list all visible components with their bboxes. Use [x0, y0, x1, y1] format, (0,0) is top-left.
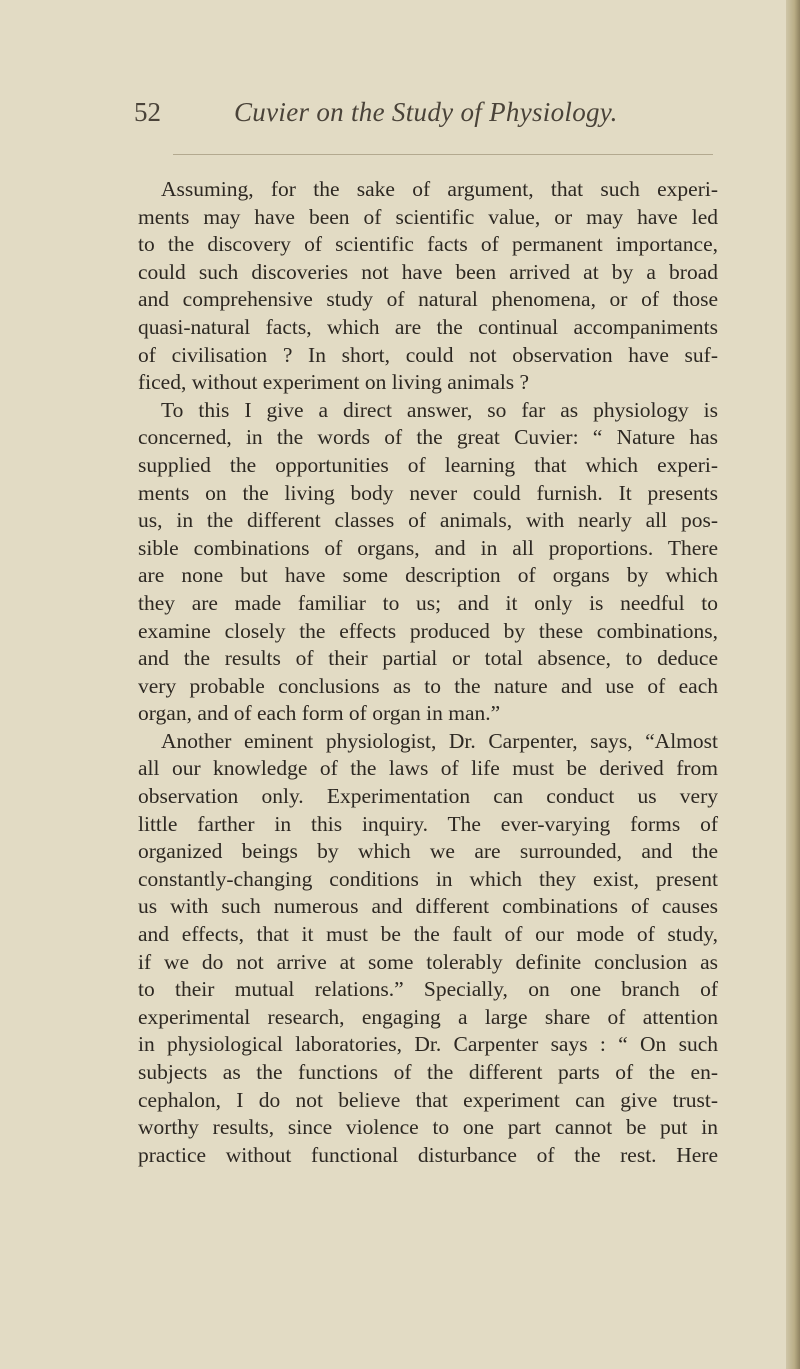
text-line: Another eminent physiologist, Dr. Carpenter, says, “Almost — [161, 728, 718, 753]
text-line: they are made familiar to us; and it only is needful to — [138, 590, 718, 615]
text-line: and the results of their partial or total absence, to deduce — [138, 646, 718, 671]
text-line: ficed, without experiment on living animals ? — [138, 370, 530, 395]
text-line: ments on the living body never could furnish. It presents — [138, 480, 718, 505]
text-line: observation only. Experimentation can conduct us very — [138, 784, 718, 809]
text-line: to their mutual relations.” Specially, on one branch of — [138, 977, 718, 1002]
text-line: and effects, that it must be the fault of our mode of study, — [138, 922, 718, 947]
text-line: of civilisation ? In short, could not observation have suf- — [138, 342, 718, 367]
text-line: quasi-natural facts, which are the continual accompaniments — [138, 314, 718, 339]
text-line: ments may have been of scientific value, or may have led — [138, 204, 718, 229]
text-line: could such discoveries not have been arrived at by a broad — [138, 259, 718, 284]
text-line: are none but have some description of organs by which — [138, 563, 718, 588]
text-line: in physiological laboratories, Dr. Carpenter says : “ On such — [138, 1032, 718, 1057]
text-line: very probable conclusions as to the nature and use of each — [138, 673, 718, 698]
body-text — [138, 176, 718, 1169]
text-line: organ, and of each form of organ in man.” — [138, 701, 501, 726]
text-line: examine closely the effects produced by these combinations, — [138, 618, 718, 643]
page-edge — [786, 0, 800, 1369]
text-line: cephalon, I do not believe that experiment can give trust- — [138, 1087, 718, 1112]
text-line: us, in the different classes of animals, with nearly all pos- — [138, 508, 718, 533]
running-title: Cuvier on the Study of Physiology. — [234, 97, 618, 127]
text-line: experimental research, engaging a large share of attention — [138, 1004, 718, 1029]
text-line: Assuming, for the sake of argument, that such experi- — [161, 177, 718, 201]
text-line: if we do not arrive at some tolerably definite conclusion as — [138, 949, 718, 974]
text-line: organized beings by which we are surrounded, and the — [138, 839, 718, 864]
text-line: all our knowledge of the laws of life must be derived from — [138, 756, 718, 781]
text-line: concerned, in the words of the great Cuvier: “ Nature has — [138, 425, 718, 450]
text-line: and comprehensive study of natural phenomena, or of those — [138, 287, 718, 312]
page-header — [134, 97, 694, 137]
text-line: worthy results, since violence to one part cannot be put in — [138, 1115, 718, 1140]
text-line: us with such numerous and different combinations of causes — [138, 894, 718, 919]
text-line: sible combinations of organs, and in all proportions. There — [138, 535, 718, 560]
text-line: constantly-changing conditions in which they exist, present — [138, 866, 718, 891]
text-line: little farther in this inquiry. The ever-varying forms of — [138, 811, 718, 836]
text-line: supplied the opportunities of learning that which experi- — [138, 452, 718, 477]
text-line: To this I give a direct answer, so far as physiology is — [161, 397, 718, 422]
text-line: practice without functional disturbance of the rest. Here — [138, 1142, 718, 1167]
page-number: 52 — [134, 97, 161, 127]
text-line: to the discovery of scientific facts of permanent importance, — [138, 232, 718, 257]
text-line: subjects as the functions of the different parts of the en- — [138, 1060, 718, 1084]
header-rule — [173, 154, 713, 155]
